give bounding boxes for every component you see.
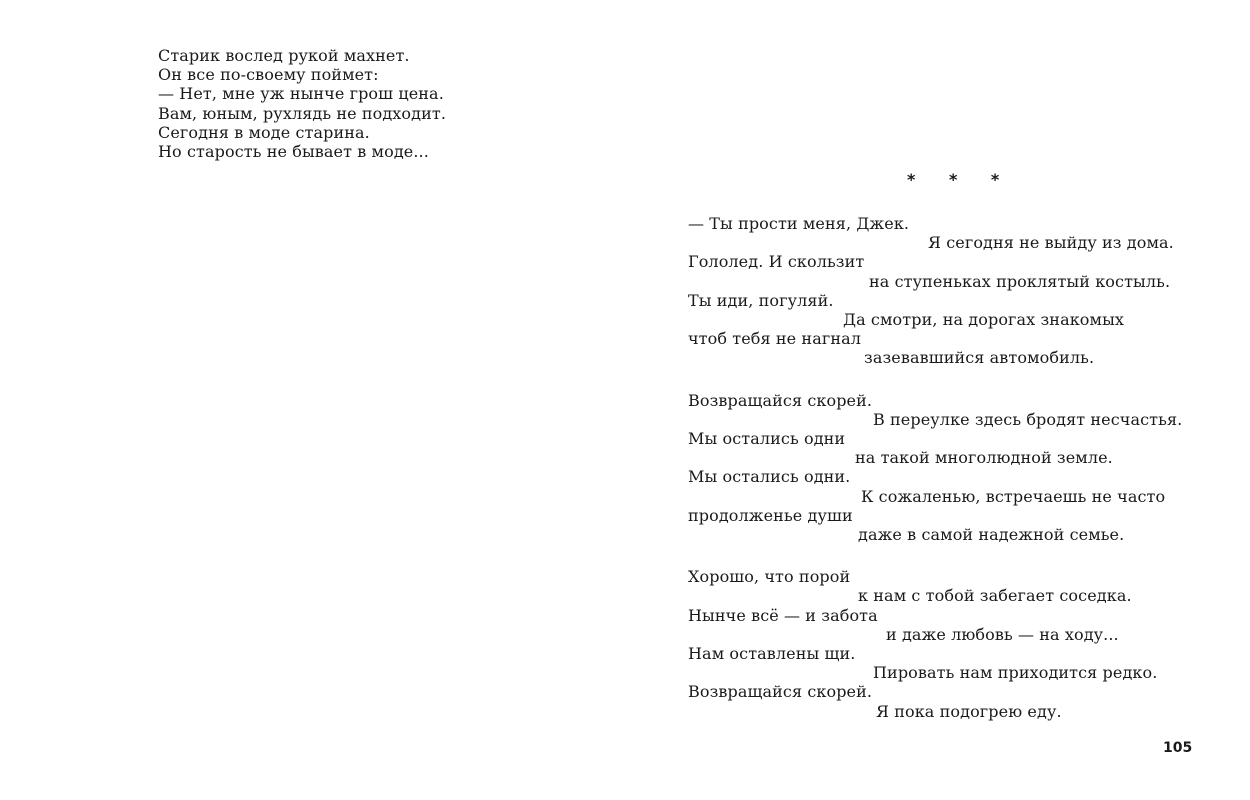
poem-line: на такой многолюдной земле. bbox=[855, 448, 1113, 468]
poem-line: Да смотри, на дорогах знакомых bbox=[843, 310, 1125, 330]
poem-line: Сегодня в моде старина. bbox=[158, 122, 370, 142]
poem-line: К сожаленью, встречаешь не часто bbox=[861, 486, 1166, 506]
right-page bbox=[625, 0, 1250, 800]
poem-line: Ты иди, погуляй. bbox=[688, 290, 834, 310]
poem-line: — Ты прости меня, Джек. bbox=[688, 214, 910, 233]
poem-line: Я сегодня не выйду из дома. bbox=[928, 233, 1174, 253]
poem-line: Пировать нам приходится редко. bbox=[873, 663, 1158, 683]
poem-line: Хорошо, что порой bbox=[688, 567, 851, 587]
poem bbox=[688, 214, 1188, 721]
poem-line: Мы остались одни. bbox=[688, 467, 851, 487]
stanza-1 bbox=[688, 214, 1188, 368]
poem-line: Но старость не бывает в моде... bbox=[158, 142, 429, 162]
section-separator: * * * bbox=[907, 170, 1014, 189]
poem-line: — Нет, мне уж нынче грош цена. bbox=[158, 84, 444, 104]
poem-line: Он все по-своему поймет: bbox=[158, 65, 379, 85]
poem-line: продолженье души bbox=[688, 505, 853, 525]
poem-line: Нынче всё — и забота bbox=[688, 605, 878, 625]
poem-line: Мы остались одни bbox=[688, 429, 846, 449]
poem-line: чтоб тебя не нагнал bbox=[688, 329, 861, 349]
poem-line: Я пока подогрею еду. bbox=[876, 701, 1062, 721]
stanza-2 bbox=[688, 391, 1188, 545]
poem-line: Нам оставлены щи. bbox=[688, 644, 856, 664]
left-stanza bbox=[158, 46, 446, 161]
poem-line: Вам, юным, рухлядь не подходит. bbox=[158, 103, 447, 123]
poem-line: В переулке здесь бродят несчастья. bbox=[873, 409, 1183, 429]
poem-line: Старик вослед рукой махнет. bbox=[158, 46, 410, 65]
poem-line: Возвращайся скорей. bbox=[688, 390, 873, 410]
poem-line: и даже любовь — на ходу... bbox=[886, 624, 1119, 644]
poem-line: Гололед. И скользит bbox=[688, 252, 865, 272]
page-number: 105 bbox=[1163, 740, 1193, 756]
poem-line: к нам с тобой забегает соседка. bbox=[858, 586, 1132, 606]
poem-line: зазевавшийся автомобиль. bbox=[864, 348, 1095, 368]
poem-line: даже в самой надежной семье. bbox=[858, 525, 1125, 545]
stanza-3 bbox=[688, 567, 1188, 721]
poem-line: Возвращайся скорей. bbox=[688, 682, 873, 702]
poem-line: на ступеньках проклятый костыль. bbox=[869, 271, 1171, 291]
